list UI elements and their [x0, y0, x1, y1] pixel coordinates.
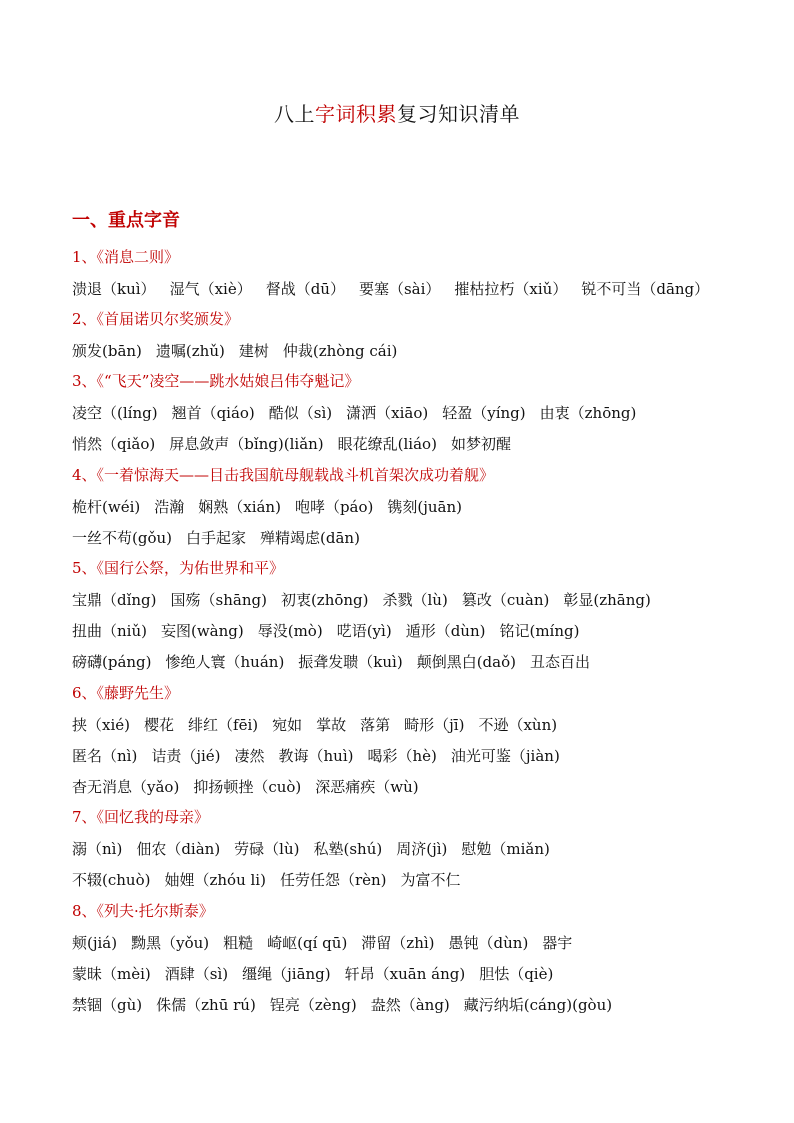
vocab-term: 振聋发聩（kuì): [298, 653, 403, 671]
vocab-term: 深恶痛疾（wù): [315, 778, 419, 796]
vocab-term: 扭曲（niǔ): [72, 622, 147, 640]
vocab-term: 眼花缭乱(liáo): [337, 435, 437, 453]
vocab-term: 油光可鉴（jiàn): [450, 747, 560, 765]
vocab-term: 崎岖(qí qū): [267, 934, 348, 952]
vocab-line: [72, 402, 732, 423]
vocab-term: 藏污纳垢(cáng)(gòu): [463, 996, 613, 1014]
vocab-term: 呓语(yì): [336, 622, 392, 640]
vocab-term: 屏息敛声（bǐng)(liǎn): [169, 435, 324, 453]
vocab-term: 不逊（xùn): [478, 716, 558, 734]
vocab-line: [72, 745, 732, 766]
vocab-term: 凄然: [234, 747, 265, 765]
vocab-term: 黝黑（yǒu): [131, 934, 210, 952]
vocab-term: 酷似（sì): [268, 404, 333, 422]
vocab-line: [72, 869, 732, 890]
vocab-term: 锃亮（zèng): [269, 996, 357, 1014]
vocab-term: 宝鼎（dǐng): [72, 591, 157, 609]
lesson-heading: 8、《列夫·托尔斯泰》: [72, 902, 214, 920]
vocab-term: 周济(jì): [396, 840, 448, 858]
vocab-term: 轩昂（xuān áng): [344, 965, 466, 983]
vocab-term: 粗糙: [223, 934, 254, 952]
vocab-term: 诘责（jié): [151, 747, 221, 765]
vocab-term: 抑扬顿挫（cuò): [193, 778, 302, 796]
vocab-term: 轻盈（yíng): [442, 404, 526, 422]
vocab-term: 佃农（diàn): [136, 840, 221, 858]
vocab-term: 喝彩（hè): [367, 747, 437, 765]
vocab-term: 仲裁(zhòng cái): [282, 342, 398, 360]
vocab-line: [72, 527, 732, 548]
vocab-term: 一丝不苟(gǒu): [72, 529, 172, 547]
vocab-term: 匿名（nì): [72, 747, 138, 765]
vocab-term: 翘首（qiáo): [171, 404, 255, 422]
vocab-term: 颠倒黑白(daǒ): [416, 653, 516, 671]
vocab-term: 由衷（zhōng): [539, 404, 637, 422]
vocab-term: 酒肆（sì): [164, 965, 229, 983]
vocab-term: 妯娌（zhóu li): [164, 871, 266, 889]
vocab-term: 教诲（huì): [278, 747, 354, 765]
lesson-heading: 5、《国行公祭，为佑世界和平》: [72, 559, 285, 577]
vocab-term: 妄图(wàng): [160, 622, 244, 640]
vocab-term: 湿气（xiè）: [169, 280, 252, 298]
vocab-term: 为富不仁: [400, 871, 461, 889]
vocab-line: [72, 714, 732, 735]
lesson-heading: 4、《一着惊海天——目击我国航母舰载战斗机首架次成功着舰》: [72, 466, 495, 484]
vocab-term: 滞留（zhì): [361, 934, 435, 952]
vocab-term: 任劳任怨（rèn): [279, 871, 387, 889]
vocab-term: 缰绳（jiāng): [242, 965, 331, 983]
lesson-heading: 1、《消息二则》: [72, 248, 180, 266]
vocab-term: 胆怯（qiè): [479, 965, 554, 983]
vocab-term: 磅礴(páng): [72, 653, 152, 671]
vocab-term: 桅杆(wéi): [72, 498, 141, 516]
title-suffix: 复习知识清单: [397, 102, 520, 126]
lesson-heading: 6、《藤野先生》: [72, 684, 180, 702]
vocab-term: 劳碌（lù): [234, 840, 300, 858]
title-highlight: 字词积累: [315, 102, 397, 126]
vocab-line: [72, 620, 732, 641]
document-title: [0, 98, 794, 127]
vocab-term: 惨绝人寰（huán): [165, 653, 285, 671]
vocab-term: 悄然（qiǎo): [72, 435, 156, 453]
vocab-term: 慰勉（miǎn): [461, 840, 550, 858]
vocab-term: 愚钝（dùn): [448, 934, 529, 952]
vocab-line: [72, 278, 732, 299]
vocab-line: [72, 496, 732, 517]
vocab-term: 如梦初醒: [450, 435, 511, 453]
vocab-line: [72, 963, 732, 984]
vocab-term: 溺（nì): [72, 840, 123, 858]
vocab-term: 娴熟（xián): [198, 498, 281, 516]
vocab-term: 凌空（(líng): [72, 404, 158, 422]
lesson-heading: 3、《“飞天”凌空——跳水姑娘吕伟夺魁记》: [72, 372, 360, 390]
vocab-term: 掌故: [316, 716, 347, 734]
vocab-term: 器宇: [542, 934, 573, 952]
vocab-line: [72, 932, 732, 953]
vocab-term: 畸形（jī): [404, 716, 465, 734]
vocab-term: 国殇（shāng): [170, 591, 267, 609]
vocab-term: 镌刻(juān): [387, 498, 463, 516]
vocab-term: 盎然（àng): [370, 996, 450, 1014]
vocab-term: 遁形（dùn): [405, 622, 486, 640]
vocab-term: 遗嘱(zhǔ): [155, 342, 225, 360]
vocab-term: 铭记(míng): [499, 622, 580, 640]
vocab-term: 颁发(bān): [72, 342, 142, 360]
vocab-term: 殚精竭虑(dān): [260, 529, 360, 547]
vocab-term: 侏儒（zhū rú): [156, 996, 256, 1014]
vocab-term: 落第: [360, 716, 391, 734]
title-prefix: 八上: [274, 102, 315, 126]
vocab-term: 督战（dū）: [265, 280, 345, 298]
vocab-line: [72, 433, 732, 454]
vocab-term: 锐不可当（dāng）: [581, 280, 710, 298]
vocab-term: 溃退（kuì）: [72, 280, 156, 298]
vocab-term: 要塞（sài）: [358, 280, 441, 298]
section-heading: 一、重点字音: [72, 210, 180, 231]
vocab-term: 辱没(mò): [257, 622, 323, 640]
vocab-term: 浩瀚: [154, 498, 185, 516]
vocab-term: 建树: [238, 342, 269, 360]
vocab-line: [72, 994, 732, 1015]
vocab-line: [72, 589, 732, 610]
vocab-term: 彰显(zhāng): [563, 591, 651, 609]
vocab-term: 私塾(shú): [313, 840, 383, 858]
vocab-line: [72, 838, 732, 859]
vocab-line: [72, 776, 732, 797]
vocab-term: 篡改（cuàn): [461, 591, 550, 609]
vocab-term: 宛如: [272, 716, 303, 734]
vocab-term: 摧枯拉朽（xiǔ）: [454, 280, 568, 298]
vocab-term: 白手起家: [186, 529, 247, 547]
lesson-heading: 7、《回忆我的母亲》: [72, 808, 210, 826]
vocab-term: 樱花: [144, 716, 175, 734]
vocab-term: 蒙昧（mèi): [72, 965, 151, 983]
lesson-heading: 2、《首届诺贝尔奖颁发》: [72, 310, 240, 328]
vocab-term: 挟（xié): [72, 716, 130, 734]
vocab-term: 禁锢（gù): [72, 996, 143, 1014]
vocab-term: 初衷(zhōng): [280, 591, 369, 609]
vocab-term: 咆哮（páo): [294, 498, 374, 516]
vocab-term: 绯红（fēi): [188, 716, 259, 734]
vocab-term: 不辍(chuò): [72, 871, 151, 889]
vocab-term: 杀戮（lù): [382, 591, 448, 609]
vocab-term: 杳无消息（yǎo): [72, 778, 180, 796]
vocab-term: 潇洒（xiāo): [346, 404, 429, 422]
vocab-line: [72, 340, 732, 361]
vocab-line: [72, 651, 732, 672]
vocab-term: 颊(jiá): [72, 934, 118, 952]
vocab-term: 丑态百出: [529, 653, 590, 671]
